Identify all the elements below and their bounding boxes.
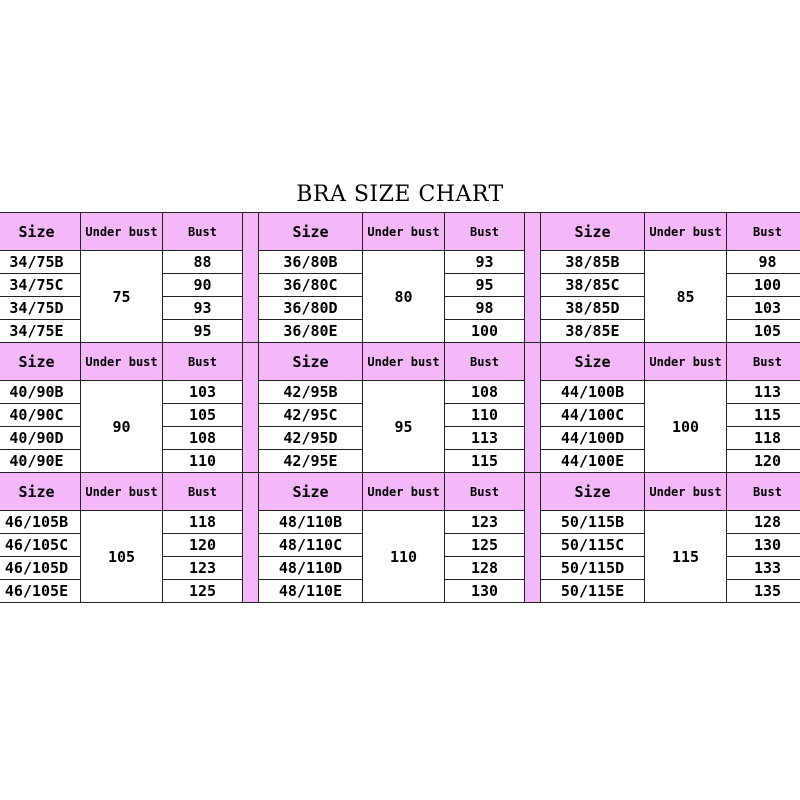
size-cell: 38/85C xyxy=(541,274,645,297)
bust-cell: 125 xyxy=(445,534,525,557)
size-cell: 44/100D xyxy=(541,427,645,450)
table-row xyxy=(0,511,800,534)
bust-cell: 123 xyxy=(163,557,243,580)
bust-cell: 88 xyxy=(163,251,243,274)
under-bust-cell: 85 xyxy=(645,251,727,343)
size-cell: 50/115C xyxy=(541,534,645,557)
under-bust-cell: 110 xyxy=(363,511,445,603)
bust-cell: 100 xyxy=(445,320,525,343)
under-bust-header: Under bust xyxy=(645,343,727,381)
size-header: Size xyxy=(0,213,81,251)
under-bust-cell: 90 xyxy=(81,381,163,473)
column-gap xyxy=(243,473,259,603)
bust-cell: 125 xyxy=(163,580,243,603)
size-cell: 46/105B xyxy=(0,511,81,534)
bust-cell: 103 xyxy=(727,297,800,320)
bust-cell: 103 xyxy=(163,381,243,404)
header-row xyxy=(0,343,800,381)
bust-cell: 115 xyxy=(727,404,800,427)
size-header: Size xyxy=(259,473,363,511)
bust-cell: 135 xyxy=(727,580,800,603)
bust-header: Bust xyxy=(727,213,800,251)
size-cell: 44/100E xyxy=(541,450,645,473)
bust-cell: 95 xyxy=(163,320,243,343)
column-gap xyxy=(525,473,541,603)
under-bust-cell: 75 xyxy=(81,251,163,343)
table-row xyxy=(0,381,800,404)
under-bust-header: Under bust xyxy=(645,473,727,511)
size-cell: 40/90C xyxy=(0,404,81,427)
bust-header: Bust xyxy=(727,473,800,511)
size-cell: 38/85E xyxy=(541,320,645,343)
bust-cell: 130 xyxy=(727,534,800,557)
size-cell: 40/90D xyxy=(0,427,81,450)
column-gap xyxy=(525,343,541,473)
size-chart-body xyxy=(0,213,800,603)
size-cell: 36/80E xyxy=(259,320,363,343)
size-cell: 42/95D xyxy=(259,427,363,450)
under-bust-header: Under bust xyxy=(363,343,445,381)
under-bust-header: Under bust xyxy=(81,343,163,381)
bust-cell: 108 xyxy=(163,427,243,450)
size-cell: 46/105E xyxy=(0,580,81,603)
size-cell: 44/100B xyxy=(541,381,645,404)
under-bust-cell: 105 xyxy=(81,511,163,603)
bust-header: Bust xyxy=(163,343,243,381)
size-cell: 34/75B xyxy=(0,251,81,274)
bust-cell: 113 xyxy=(445,427,525,450)
bust-cell: 123 xyxy=(445,511,525,534)
size-cell: 46/105D xyxy=(0,557,81,580)
bust-cell: 105 xyxy=(163,404,243,427)
bust-cell: 130 xyxy=(445,580,525,603)
bust-cell: 115 xyxy=(445,450,525,473)
header-row xyxy=(0,213,800,251)
table-row xyxy=(0,251,800,274)
size-cell: 48/110D xyxy=(259,557,363,580)
bust-cell: 120 xyxy=(163,534,243,557)
bust-cell: 93 xyxy=(445,251,525,274)
size-header: Size xyxy=(259,343,363,381)
bust-cell: 118 xyxy=(163,511,243,534)
bust-cell: 118 xyxy=(727,427,800,450)
size-header: Size xyxy=(541,343,645,381)
bust-cell: 95 xyxy=(445,274,525,297)
under-bust-header: Under bust xyxy=(363,473,445,511)
size-cell: 40/90E xyxy=(0,450,81,473)
size-cell: 34/75D xyxy=(0,297,81,320)
size-cell: 38/85D xyxy=(541,297,645,320)
under-bust-cell: 95 xyxy=(363,381,445,473)
bust-header: Bust xyxy=(445,343,525,381)
bust-cell: 108 xyxy=(445,381,525,404)
under-bust-header: Under bust xyxy=(81,213,163,251)
column-gap xyxy=(243,213,259,343)
under-bust-cell: 115 xyxy=(645,511,727,603)
size-cell: 34/75E xyxy=(0,320,81,343)
size-cell: 38/85B xyxy=(541,251,645,274)
bust-header: Bust xyxy=(445,213,525,251)
bust-cell: 110 xyxy=(163,450,243,473)
bust-cell: 98 xyxy=(445,297,525,320)
size-cell: 48/110B xyxy=(259,511,363,534)
size-cell: 36/80C xyxy=(259,274,363,297)
bust-header: Bust xyxy=(163,473,243,511)
size-cell: 50/115D xyxy=(541,557,645,580)
bust-cell: 93 xyxy=(163,297,243,320)
size-cell: 50/115B xyxy=(541,511,645,534)
size-cell: 42/95E xyxy=(259,450,363,473)
bust-cell: 113 xyxy=(727,381,800,404)
bust-cell: 105 xyxy=(727,320,800,343)
size-cell: 50/115E xyxy=(541,580,645,603)
column-gap xyxy=(243,343,259,473)
size-cell: 44/100C xyxy=(541,404,645,427)
bust-header: Bust xyxy=(163,213,243,251)
under-bust-cell: 100 xyxy=(645,381,727,473)
bust-cell: 120 xyxy=(727,450,800,473)
bust-cell: 90 xyxy=(163,274,243,297)
bust-cell: 100 xyxy=(727,274,800,297)
size-cell: 36/80D xyxy=(259,297,363,320)
bust-cell: 128 xyxy=(445,557,525,580)
size-header: Size xyxy=(259,213,363,251)
size-cell: 34/75C xyxy=(0,274,81,297)
header-row xyxy=(0,473,800,511)
size-cell: 48/110E xyxy=(259,580,363,603)
size-header: Size xyxy=(0,343,81,381)
bust-cell: 128 xyxy=(727,511,800,534)
size-cell: 42/95B xyxy=(259,381,363,404)
size-cell: 46/105C xyxy=(0,534,81,557)
bust-cell: 110 xyxy=(445,404,525,427)
under-bust-header: Under bust xyxy=(81,473,163,511)
size-header: Size xyxy=(541,473,645,511)
under-bust-header: Under bust xyxy=(363,213,445,251)
size-cell: 48/110C xyxy=(259,534,363,557)
size-header: Size xyxy=(0,473,81,511)
bust-cell: 98 xyxy=(727,251,800,274)
column-gap xyxy=(525,213,541,343)
under-bust-header: Under bust xyxy=(645,213,727,251)
bust-header: Bust xyxy=(445,473,525,511)
under-bust-cell: 80 xyxy=(363,251,445,343)
size-chart-table xyxy=(0,212,800,603)
size-cell: 36/80B xyxy=(259,251,363,274)
bust-cell: 133 xyxy=(727,557,800,580)
size-cell: 40/90B xyxy=(0,381,81,404)
chart-title: BRA SIZE CHART xyxy=(296,182,504,207)
bust-header: Bust xyxy=(727,343,800,381)
size-header: Size xyxy=(541,213,645,251)
size-cell: 42/95C xyxy=(259,404,363,427)
